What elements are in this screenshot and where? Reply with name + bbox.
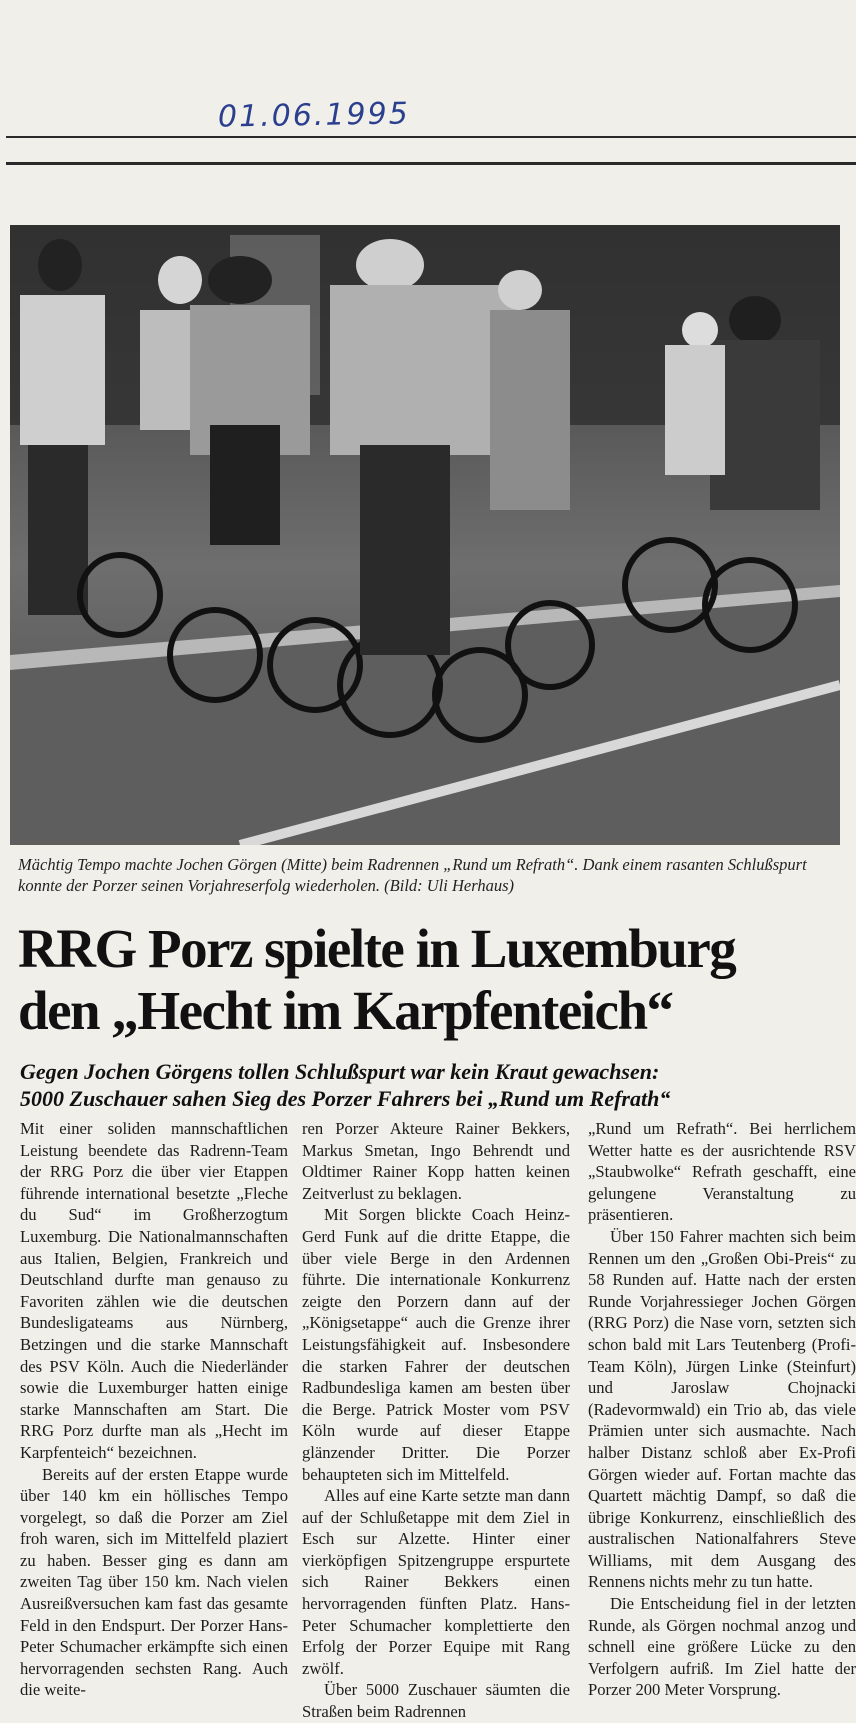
photo-caption: Mächtig Tempo machte Jochen Görgen (Mitte) beim Radrennen „Rund um Refrath“. Dank einem rasanten Schlußspurt konnte der Porzer seinen Vorjahreserfolg wiederholen. (Bild: Uli Herhaus)	[18, 855, 807, 895]
subheadline	[20, 1058, 850, 1112]
paragraph: Alles auf eine Karte setzte man dann auf der Schlußetappe mit dem Ziel in Esch sur Alzette. Hinter einer vierköpfigen Spitzengruppe erspurtete sich Rainer Bekkers einen hervorragenden fünften Platz. Hans-Peter Schumacher komplettierte den Erfolg der Porzer Equipe mit Rang zwölf.	[302, 1486, 570, 1678]
article-column-2	[302, 1118, 570, 1723]
article-column-3	[588, 1118, 856, 1701]
article-column-1	[20, 1118, 288, 1701]
paragraph: ren Porzer Akteure Rainer Bekkers, Markus Smetan, Ingo Behrendt und Oldtimer Rainer Kopp hatten keinen Zeitverlust zu beklagen.	[302, 1119, 570, 1203]
cyclists-photo-icon	[10, 225, 840, 845]
paragraph: Bereits auf der ersten Etappe wurde über 140 km ein höllisches Tempo vorgelegt, so daß die Porzer am Ziel froh waren, sich im Mittelfeld plaziert zu haben. Besser ging es dann am zweiten Tag über 150 km. Nach vielen Ausreißversuchen kam fast das gesamte Feld in den Endspurt. Der Porzer Hans-Peter Schumacher erkämpfte sich einen hervorragenden sechsten Rang. Auch die weite-	[20, 1464, 288, 1700]
paragraph: Über 5000 Zuschauer säumten die Straßen beim Radrennen	[302, 1680, 570, 1722]
race-photo	[10, 225, 840, 845]
subhead-line-1: Gegen Jochen Görgens tollen Schlußspurt war kein Kraut gewachsen:	[20, 1059, 660, 1084]
handwritten-date-stamp: 01.06.1995	[217, 96, 411, 135]
headline-line-1: RRG Porz spielte in Luxemburg	[18, 918, 736, 979]
paragraph: Mit Sorgen blickte Coach Heinz-Gerd Funk auf die dritte Etappe, die über viele Berge in den Ardennen führte. Die internationale Konkurrenz zeigte den Porzern dann auf der „Königsetappe“ auch die Grenze ihrer Leistungsfähigkeit auf. Insbesondere die starken Fahrer der deutschen Radbundesliga kamen am besten über die Berge. Patrick Moster vom PSV Köln wurde auf dieser Etappe glänzender Dritter. Die Porzer behaupteten sich im Mittelfeld.	[302, 1205, 570, 1484]
paragraph: „Rund um Refrath“. Bei herrlichem Wetter hatte es der ausrichtende RSV „Staubwolke“ Refrath geschafft, eine gelungene Veranstaltung zu präsentieren.	[588, 1119, 856, 1225]
paragraph: Mit einer soliden mannschaftlichen Leistung beendete das Radrenn-Team der RRG Porz die über vier Etappen führende international besetzte „Fleche du Sud“ im Großherzogtum Luxemburg. Die Nationalmannschaften aus Italien, Belgien, Frankreich und Deutschland durfte man genauso zu Favoriten zählen wie die deutschen Bundesligateams aus Nürnberg, Betzingen und die starke Mannschaft des PSV Köln. Auch die Niederländer sowie die Luxemburger hatten einige starke Mannschaften am Start. Die RRG Porz durfte man als „Hecht im Karpfenteich“ bezeichnen.	[20, 1119, 288, 1462]
top-rule-2	[6, 162, 856, 165]
subhead-line-2: 5000 Zuschauer sahen Sieg des Porzer Fahrers bei „Rund um Refrath“	[20, 1086, 671, 1111]
headline-line-2: den „Hecht im Karpfenteich“	[18, 980, 673, 1041]
paragraph: Die Entscheidung fiel in der letzten Runde, als Görgen nochmal anzog und schnell eine größere Lücke zu den Verfolgern aufriß. Im Ziel hatte der Porzer 200 Meter Vorsprung.	[588, 1594, 856, 1700]
paragraph: Über 150 Fahrer machten sich beim Rennen um den „Großen Obi-Preis“ zu 58 Runden auf. Hatte nach der ersten Runde Vorjahressieger Jochen Görgen (RRG Porz) die Nase vorn, setzten sich schon bald mit Lars Teutenberg (Profi-Team Köln), Jürgen Linke (Steinfurt) und Jaroslaw Chojnacki (Radevormwald) ein Trio ab, das viele Prämien unter sich ausmachte. Nach halber Distanz schloß aber Ex-Profi Görgen wieder auf. Fortan machte das Quartett mächtig Dampf, so daß die übrige Konkurrenz, einschließlich des australischen Nationalfahrers Steve Williams, mit dem Ausgang des Rennens nichts mehr zu tun hatte.	[588, 1226, 856, 1592]
headline	[18, 918, 848, 1042]
top-rule	[6, 136, 856, 138]
